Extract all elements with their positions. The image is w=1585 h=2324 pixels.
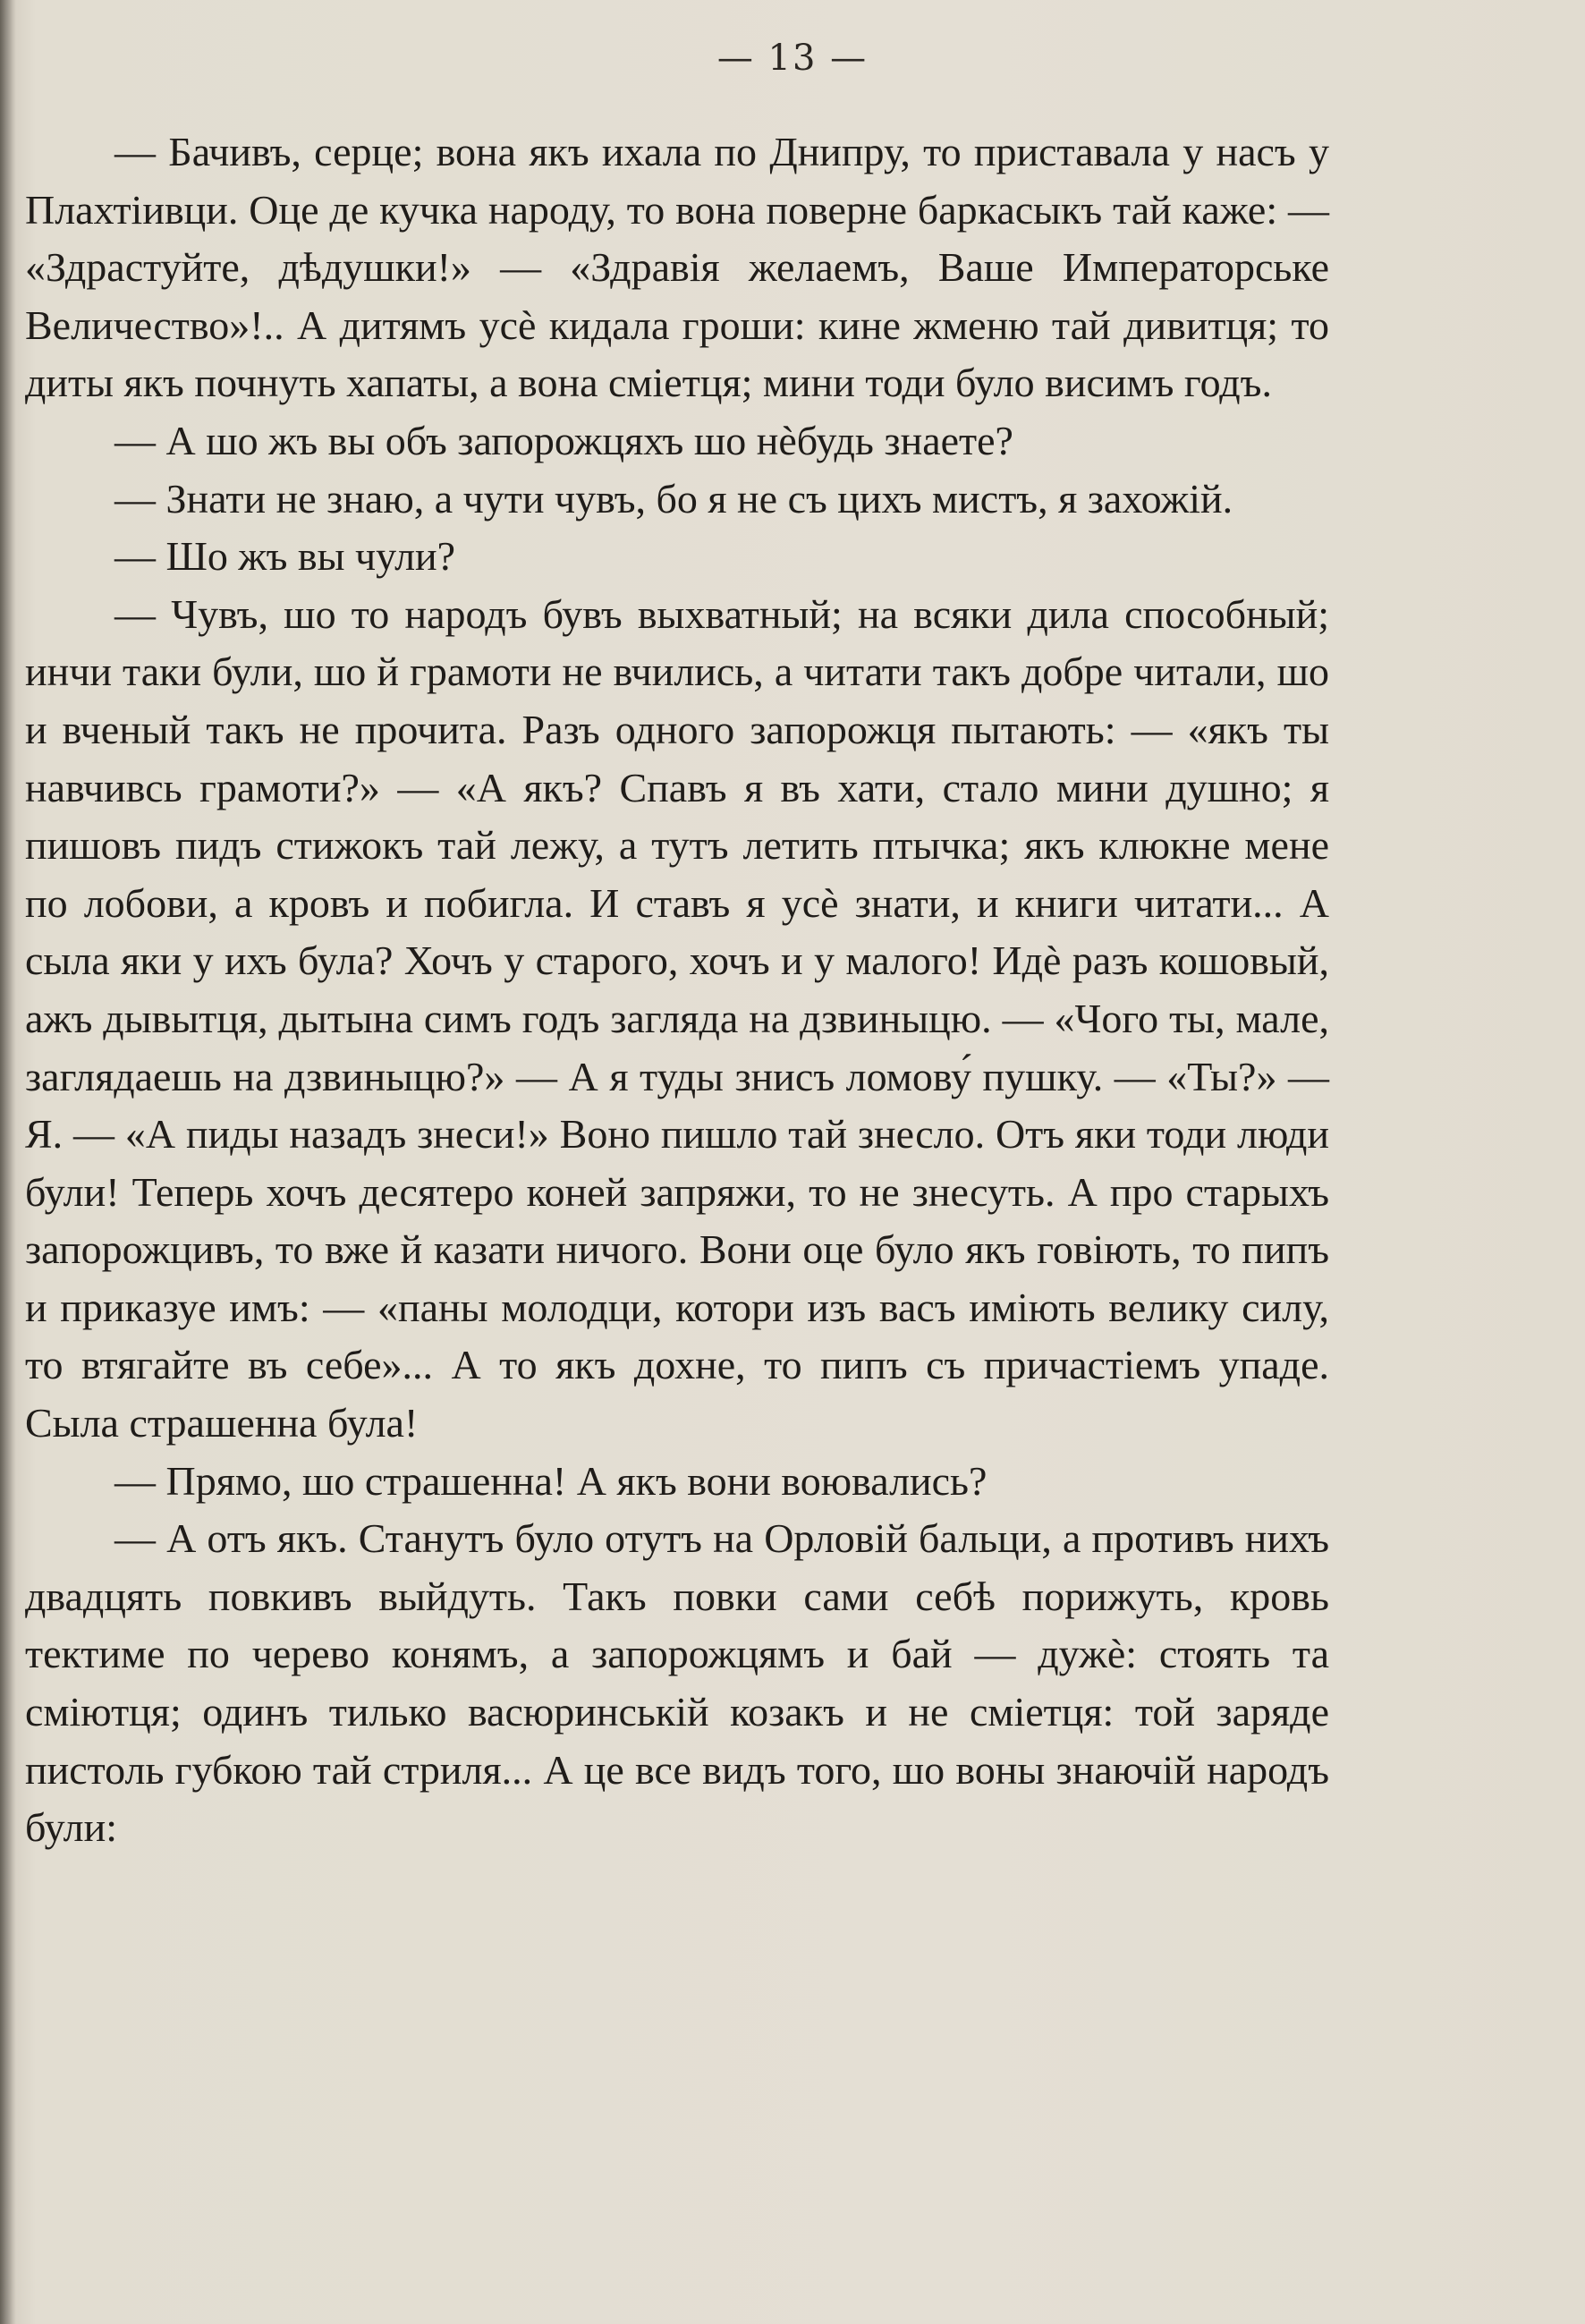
spine-shadow [0,0,16,2324]
paragraph: — Знати не знаю, а чути чувъ, бо я не съ цихъ мистъ, я захожій. [114,475,1233,522]
paragraph: — Бачивъ, серце; вона якъ ихала по Днипру, то приставала у насъ у Плахтіивци. Оце де кучка народу, то вона поверне баркасыкъ тай каже: — «Здрастуйте, дѣдушки!» — «Здравія желаемъ, Ваше Императорське Величество»!.. А дитямъ усѐ кидала гроши: кине жменю тай дивитця; то диты якъ почнуть хапаты, а вона сміетця; мини тоди було висимъ годъ. [25,129,1329,406]
paragraph: — А отъ якъ. Станутъ було отутъ на Орловій бальци, а противъ нихъ двадцять повкивъ выйдуть. Такъ повки сами себѣ порижуть, кровь тектиме по черево конямъ, а запорожцямъ и бай — дужѐ: стоять та сміютця; одинъ тилько васюринській козакъ и не сміетця: той заряде пистоль губкою тай стриля... А це все видъ того, шо воны знаючій народъ були: [25,1515,1329,1851]
paragraph: — Прямо, шо страшенна! А якъ вони воювались? [114,1457,987,1504]
body-text [25,123,1329,1857]
page-number: — 13 — [716,38,869,79]
paragraph: — А шо жъ вы объ запорожцяхъ шо нѐбудь знаете? [114,417,1013,463]
paragraph: — Чувъ, шо то народъ бувъ выхватный; на всяки дила способный; инчи таки були, шо й грамоти не вчились, а читати такъ добре читали, шо и вченый такъ не прочита. Разъ одного запорожця пытають: — «якъ ты навчивсь грамоти?» — «А якъ? Спавъ я въ хати, стало мини душно; я пишовъ пидъ стижокъ тай лежу, а тутъ летить птычка; якъ клюкне мене по лобови, а кровъ и побигла. И ставъ я усѐ знати, и книги читати... А сыла яки у ихъ була? Хочъ у старого, хочъ и у малого! Идѐ разъ кошовый, ажъ дывытця, дытына симъ годъ заглядa на дзвиныцю. — «Чого ты, мале, заглядаешь на дзвиныцю?» — А я туды знисъ ломову́ пушку. — «Ты?» — Я. — «А пиды назадъ знеси!» Воно пишло тай знесло. Отъ яки тоди люди були! Теперь хочъ десятеро коней запряжи, то не знесуть. А про старыхъ запорожцивъ, то вже й казати ничого. Вони оце було якъ говіють, то пипъ и приказуе имъ: — «паны молодци, котори изъ васъ имiють велику силу, то втягайте въ себе»... А то якъ дохне, то пипъ съ причастіемъ упаде. Сыла страшенна була! [25,590,1329,1446]
paragraph: — Шо жъ вы чули? [114,533,456,580]
